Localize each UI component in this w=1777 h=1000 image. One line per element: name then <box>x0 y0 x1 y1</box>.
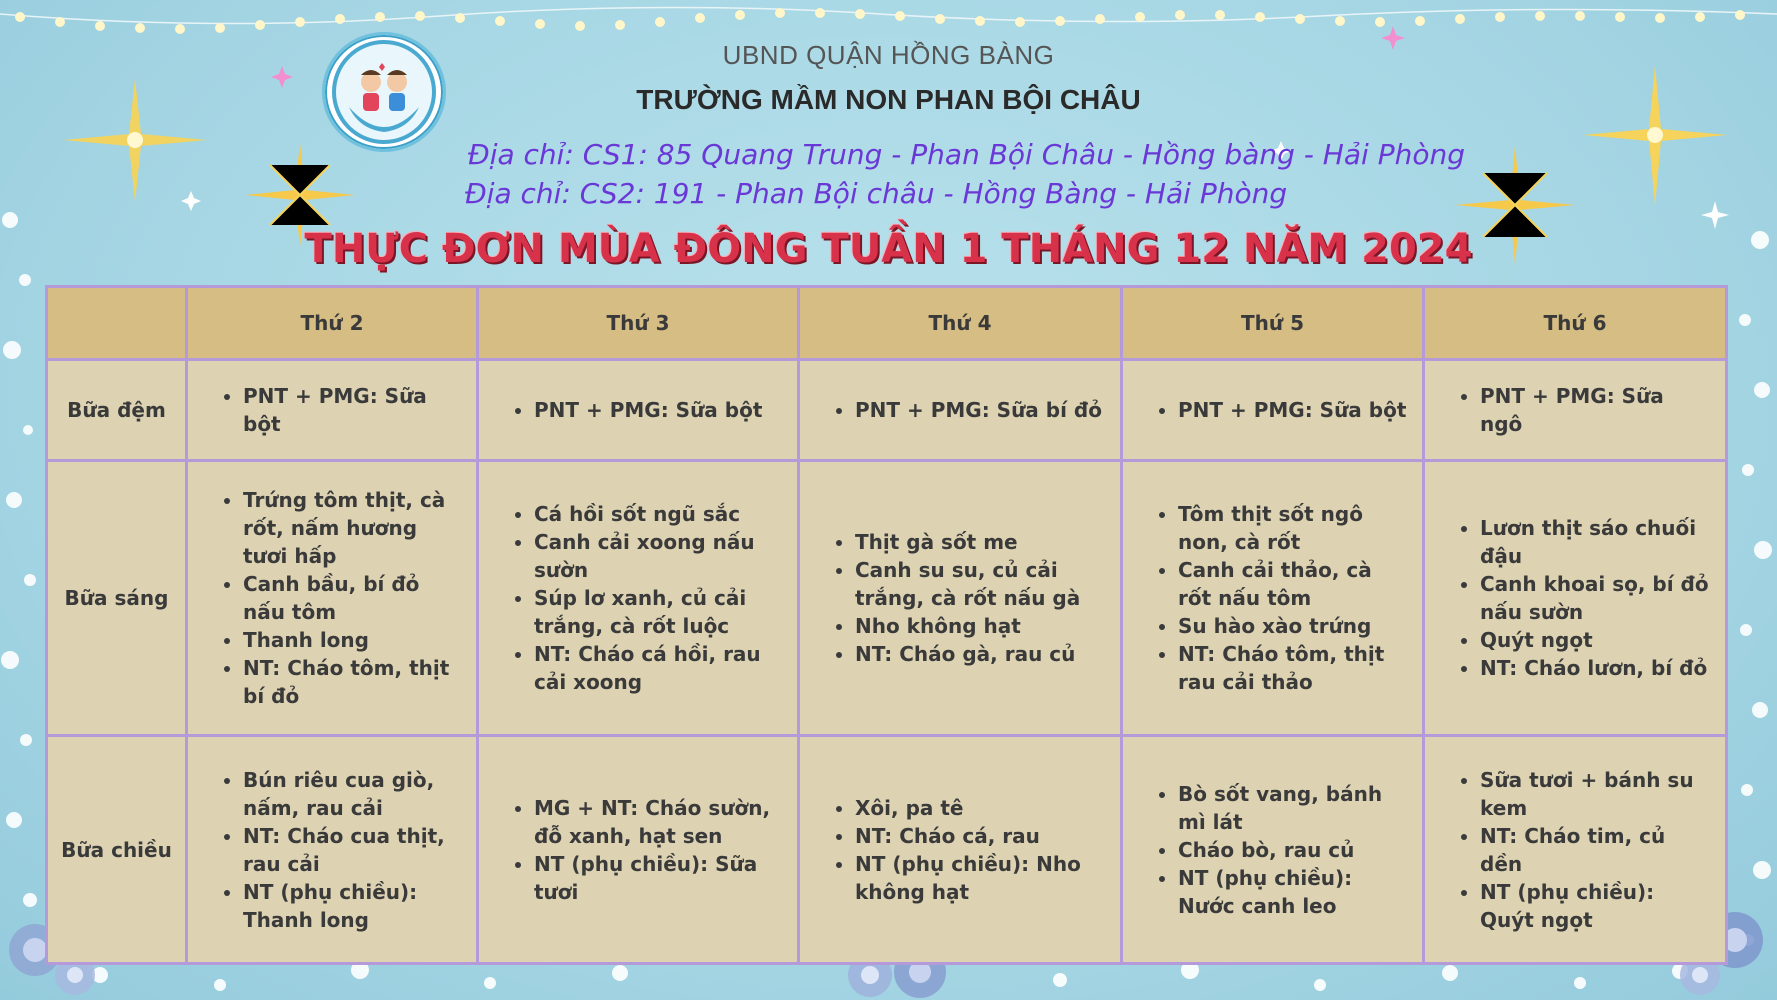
table-row <box>47 461 1727 736</box>
menu-item: • PNT + PMG: Sữa ngô <box>1480 382 1712 438</box>
menu-item: • NT: Cháo tôm, thịt rau cải thảo <box>1178 640 1409 696</box>
menu-cell <box>187 736 478 964</box>
menu-item: • Canh cải thảo, cà rốt nấu tôm <box>1178 556 1409 612</box>
menu-item: • MG + NT: Cháo sườn, đỗ xanh, hạt sen <box>534 794 784 850</box>
string-lights-icon <box>0 200 45 980</box>
menu-cell <box>1122 461 1424 736</box>
address-campus-1: Địa chỉ: CS1: 85 Quang Trung - Phan Bội Châu - Hồng bàng - Hải Phòng <box>468 138 1465 171</box>
menu-cell <box>187 360 478 461</box>
district-label: UBND QUẬN HỒNG BÀNG <box>722 40 1055 70</box>
menu-item: • NT: Cháo tôm, thịt bí đỏ <box>243 654 463 710</box>
menu-item: • Thanh long <box>243 626 463 654</box>
corner-cell <box>47 287 187 360</box>
menu-cell <box>478 360 799 461</box>
menu-item: • Trứng tôm thịt, cà rốt, nấm hương tươi hấp <box>243 486 463 570</box>
menu-item: • Canh cải xoong nấu sườn <box>534 528 784 584</box>
menu-item: • Sữa tươi + bánh su kem <box>1480 766 1712 822</box>
menu-item: • Canh bầu, bí đỏ nấu tôm <box>243 570 463 626</box>
page-title: THỰC ĐƠN MÙA ĐÔNG TUẦN 1 THÁNG 12 NĂM 2024 <box>304 226 1473 272</box>
menu-item: • Canh su su, củ cải trắng, cà rốt nấu gà <box>855 556 1107 612</box>
string-lights-icon <box>1730 220 1777 980</box>
menu-item: • Tôm thịt sốt ngô non, cà rốt <box>1178 500 1409 556</box>
menu-cell <box>478 736 799 964</box>
meal-label: Bữa đệm <box>47 360 187 461</box>
menu-cell <box>1122 360 1424 461</box>
menu-item: • PNT + PMG: Sữa bột <box>534 396 784 424</box>
menu-item: • Quýt ngọt <box>1480 626 1712 654</box>
menu-cell <box>478 461 799 736</box>
menu-item: • Su hào xào trứng <box>1178 612 1409 640</box>
menu-item: • PNT + PMG: Sữa bí đỏ <box>855 396 1107 424</box>
menu-item: • NT: Cháo cua thịt, rau cải <box>243 822 463 878</box>
menu-item: • PNT + PMG: Sữa bột <box>1178 396 1409 424</box>
menu-item: • Súp lơ xanh, củ cải trắng, cà rốt luộc <box>534 584 784 640</box>
weekly-menu-table <box>45 285 1728 965</box>
menu-cell <box>1424 736 1727 964</box>
day-header: Thứ 4 <box>799 287 1122 360</box>
menu-cell <box>799 461 1122 736</box>
menu-cell <box>799 360 1122 461</box>
menu-item: • NT: Cháo cá, rau <box>855 822 1107 850</box>
day-header: Thứ 2 <box>187 287 478 360</box>
day-header: Thứ 6 <box>1424 287 1727 360</box>
menu-item: • Xôi, pa tê <box>855 794 1107 822</box>
menu-item: • Lươn thịt sáo chuối đậu <box>1480 514 1712 570</box>
menu-item: • Canh khoai sọ, bí đỏ nấu sườn <box>1480 570 1712 626</box>
menu-item: • NT: Cháo tim, củ dền <box>1480 822 1712 878</box>
table-row <box>47 736 1727 964</box>
menu-item: • Cháo bò, rau củ <box>1178 836 1409 864</box>
menu-item: • Nho không hạt <box>855 612 1107 640</box>
menu-item: • NT: Cháo lươn, bí đỏ <box>1480 654 1712 682</box>
menu-cell <box>187 461 478 736</box>
menu-cell <box>799 736 1122 964</box>
menu-cell <box>1424 360 1727 461</box>
meal-label: Bữa sáng <box>47 461 187 736</box>
address-campus-2: Địa chỉ: CS2: 191 - Phan Bội châu - Hồng Bàng - Hải Phòng <box>465 177 1288 210</box>
day-header: Thứ 3 <box>478 287 799 360</box>
menu-cell <box>1424 461 1727 736</box>
school-name: TRƯỜNG MẦM NON PHAN BỘI CHÂU <box>636 84 1141 115</box>
meal-label: Bữa chiều <box>47 736 187 964</box>
menu-item: • NT (phụ chiều): Sữa tươi <box>534 850 784 906</box>
menu-item: • NT: Cháo gà, rau củ <box>855 640 1107 668</box>
day-header: Thứ 5 <box>1122 287 1424 360</box>
menu-item: • Bún riêu cua giò, nấm, rau cải <box>243 766 463 822</box>
table-row <box>47 360 1727 461</box>
table-header-row <box>47 287 1727 360</box>
menu-item: • PNT + PMG: Sữa bột <box>243 382 463 438</box>
menu-item: • NT (phụ chiều): Quýt ngọt <box>1480 878 1712 934</box>
menu-cell <box>1122 736 1424 964</box>
menu-item: • NT (phụ chiều): Nho không hạt <box>855 850 1107 906</box>
menu-item: • NT: Cháo cá hồi, rau cải xoong <box>534 640 784 696</box>
menu-item: • Bò sốt vang, bánh mì lát <box>1178 780 1409 836</box>
menu-item: • Cá hồi sốt ngũ sắc <box>534 500 784 528</box>
menu-item: • NT (phụ chiều): Thanh long <box>243 878 463 934</box>
menu-item: • Thịt gà sốt me <box>855 528 1107 556</box>
page-header <box>0 0 1777 280</box>
menu-item: • NT (phụ chiều): Nước canh leo <box>1178 864 1409 920</box>
